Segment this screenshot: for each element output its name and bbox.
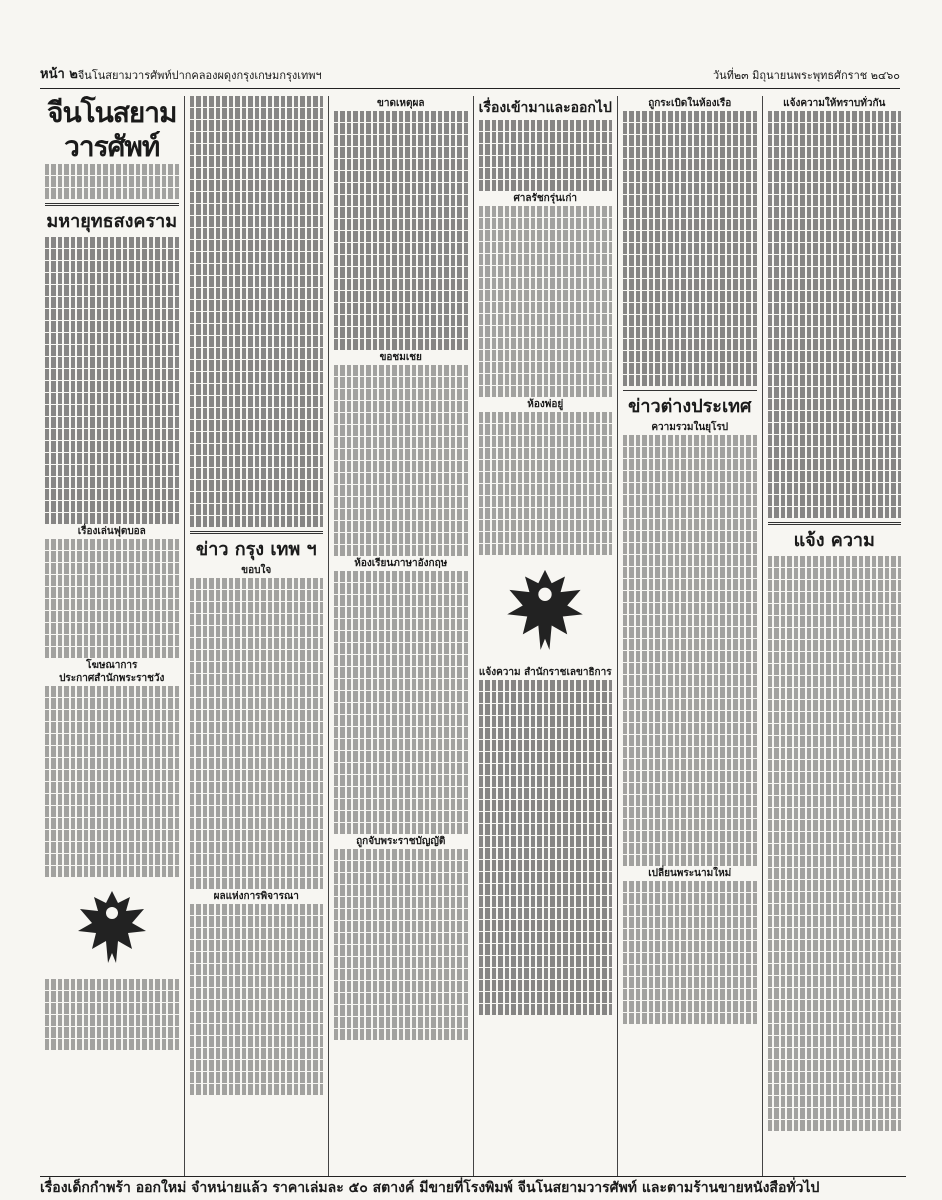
notice-heading: โฆษณาการ [86, 660, 138, 671]
masthead: จีนโนสยามวารศัพท์ [47, 96, 177, 163]
notice-heading: แจ้ง ความ [793, 530, 875, 551]
footer-advertisement: เรื่องเด็กกำพร้า ออกใหม่ จำหน่ายแล้ว ราคาเล่มละ ๕๐ สตางค์ มีขายที่โรงพิมพ์ จีนโนสยามวารศัพท์ และตามร้านขายหนังสือทั่วไป [40, 1176, 906, 1199]
palace-text [45, 686, 179, 877]
paper-name: จีนโนสยามวารศัพท์ [77, 69, 172, 82]
section-heading: ห้องพ่อยู่ [527, 399, 564, 410]
column-2 [185, 96, 330, 1176]
arrest-heading: ถูกจับพระราชบัญญัติ [356, 836, 446, 847]
garuda-emblem-icon [72, 883, 152, 973]
thanks-text [190, 578, 324, 889]
city: กรุงเทพฯ [279, 69, 322, 82]
newspaper-columns [40, 96, 906, 1176]
column-1 [40, 96, 185, 1176]
date-value: ๒๓ มิถุนายน [733, 69, 794, 82]
local-news-heading: ข่าว กรุง เทพ ฯ [195, 539, 317, 560]
running-header [40, 50, 900, 89]
war-article-text [45, 237, 179, 524]
verdict-heading: ผลแห่งการพิจารณา [213, 891, 299, 902]
masthead-details [45, 164, 179, 199]
column-2-text-top [190, 96, 324, 527]
column-4 [474, 96, 619, 1176]
explosion-heading: ถูกระเบิดในห้องเรือ [648, 98, 732, 109]
palace-heading: ประกาศสำนักพระราชวัง [59, 673, 165, 684]
garuda-emblem-icon [500, 561, 590, 661]
thanks-heading: ขอบใจ [241, 565, 272, 576]
football-text [45, 539, 179, 658]
publisher-place: ปากคลองผดุงกรุงเกษม [171, 69, 280, 82]
court-heading: ศาลรัชกรุ่นเก่า [513, 193, 578, 204]
column-5 [618, 96, 763, 1176]
column-3 [329, 96, 474, 1176]
football-heading: เรื่องเล่นฟุตบอล [77, 526, 146, 537]
foreign-news-heading: ข่าวต่างประเทศ [628, 396, 752, 417]
page-number: หน้า ๒ [40, 67, 78, 82]
rename-heading: เปลี่ยนพระนามใหม่ [648, 868, 732, 879]
date-label: วันที่ [712, 69, 734, 82]
column-6 [763, 96, 907, 1176]
english-class-heading: ห้องเรียนภาษาอังกฤษ [354, 558, 448, 569]
europe-subheading: ความรวมในยุโรป [651, 422, 729, 433]
praise-heading: ขอชมเชย [379, 352, 422, 363]
proclamation-heading: แจ้งความ สำนักราชเลขาธิการ [478, 667, 612, 678]
arrivals-headline: เรื่องเข้ามาและออกไป [478, 100, 612, 116]
war-headline: มหายุทธสงคราม [46, 211, 178, 232]
announcement-heading: แจ้งความให้ทราบทั่วกัน [783, 98, 886, 109]
col3-top-heading: ขาดเหตุผล [377, 98, 425, 109]
year: พระพุทธศักราช ๒๔๖๐ [793, 69, 900, 82]
verdict-text [190, 904, 324, 1095]
